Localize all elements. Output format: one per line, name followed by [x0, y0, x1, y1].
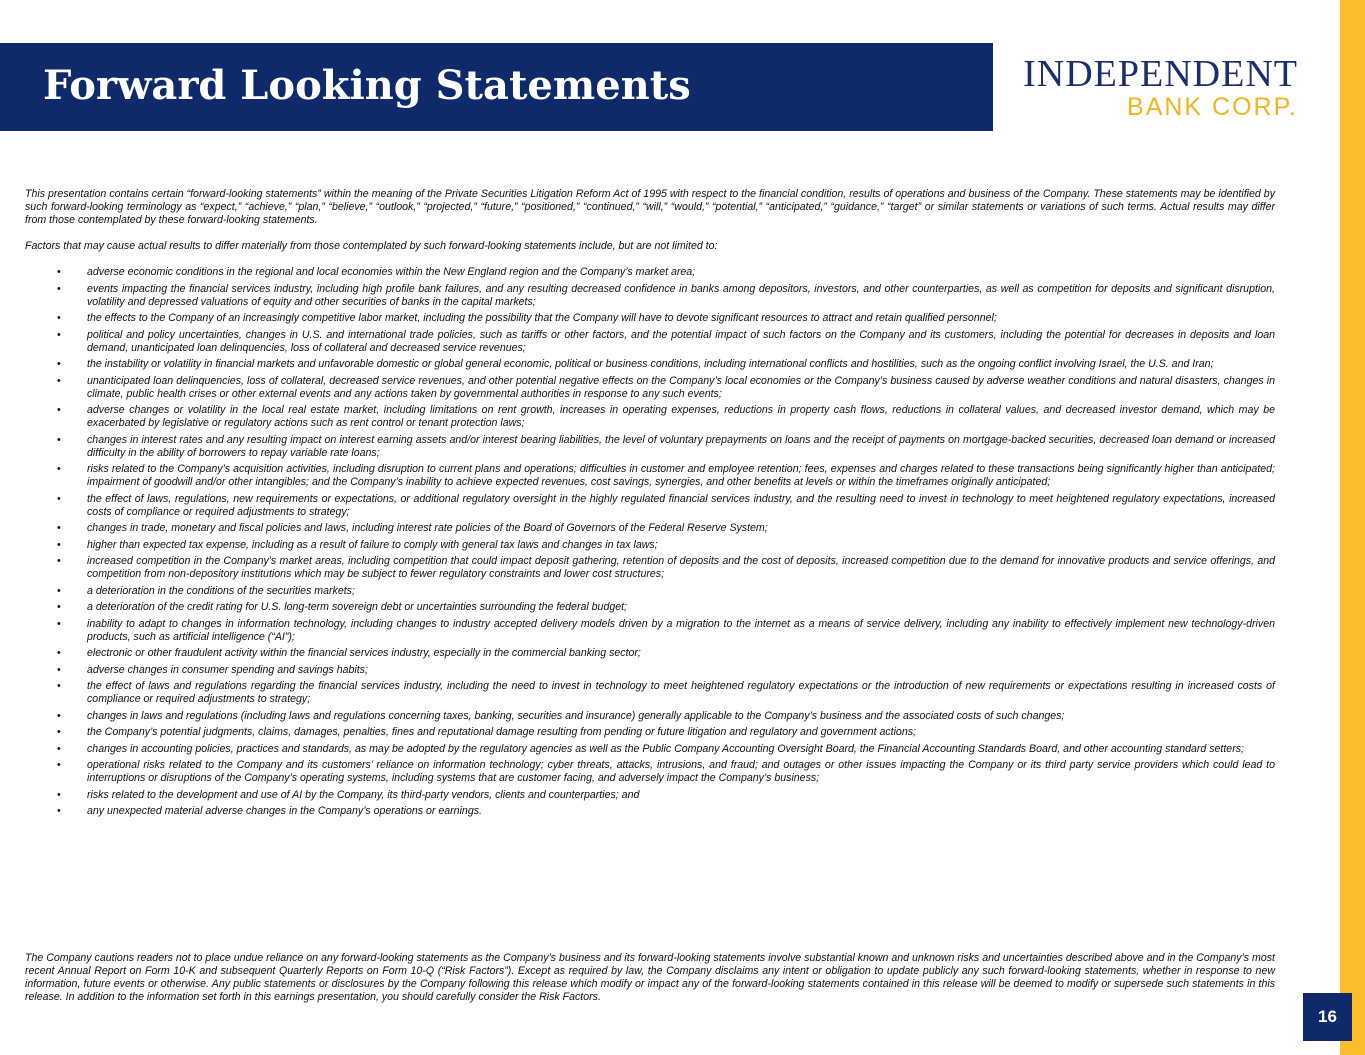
factor-item [25, 463, 1275, 489]
factor-item [25, 434, 1275, 460]
bullet-icon: • [57, 463, 61, 475]
factor-text: the Company’s potential judgments, claims, damages, penalties, fines and reputational damage resulting from pending or future litigation and regulatory and government actions; [87, 726, 916, 738]
factors-lead-in: Factors that may cause actual results to differ materially from those contemplated by such forward-looking statements include, but are not limited to: [25, 240, 718, 252]
factor-item [25, 358, 1275, 371]
factor-item [25, 710, 1275, 723]
bullet-icon: • [57, 266, 61, 278]
factor-text: the effect of laws and regulations regarding the financial services industry, including the need to invest in technology to meet heightened regulatory expectations or the introduction of new requirements or expectations resulting in increased costs of compliance or required adjustments to strategy; [87, 680, 1275, 705]
intro-paragraph: This presentation contains certain “forward-looking statements” within the meaning of the Private Securities Litigation Reform Act of 1995 with respect to the financial condition, results of operations and business of the Company. These statements may be identified by such forward-looking terminology as “expect,” “achieve,” “plan,” “believe,” “outlook,” “projected,” “future,” “positioned,” “continued,” “will,” “would,” “potential,” “anticipated,” “guidance,” “target” or similar statements or variations of such terms. Actual results may differ from those contemplated by these forward-looking statements. [25, 188, 1275, 226]
factor-item [25, 283, 1275, 309]
factor-item [25, 585, 1275, 598]
factor-text: the effect of laws, regulations, new requirements or expectations, or additional regulatory oversight in the highly regulated financial services industry, and the resulting need to invest in technology to meet heightened regulatory expectations, increased costs of compliance or required adjustments to strategy; [87, 492, 1275, 518]
factor-text: inability to adapt to changes in information technology, including changes to industry accepted delivery models driven by a migration to the internet as a means of service delivery, including any inability to effectively implement new technology-driven products, such as artificial intelligence (“AI”); [87, 617, 1275, 643]
logo-subline: BANK CORP. [1127, 93, 1298, 121]
factor-text: political and policy uncertainties, changes in U.S. and international trade policies, such as tariffs or other factors, and the potential impact of such factors on the Company and its customers, including the potential for decreases in deposits and loan demand, unanticipated loan delinquencies, loss of collateral and decreased service revenues; [87, 328, 1275, 354]
factor-text: adverse changes or volatility in the local real estate market, including limitations on rent growth, increases in operating expenses, reductions in property cash flows, reductions in collateral values, and decreased investor demand, which may be exacerbated by legislative or regulatory actions such as rent control or tenant protection laws; [87, 404, 1275, 429]
factor-item [25, 312, 1275, 325]
factor-text: changes in trade, monetary and fiscal policies and laws, including interest rate policies of the Board of Governors of the Federal Reserve System; [87, 522, 768, 534]
factor-item [25, 375, 1275, 401]
bullet-icon: • [57, 759, 61, 771]
bullet-icon: • [57, 374, 61, 387]
bullet-icon: • [57, 555, 61, 567]
factor-text: the instability or volatility in financial markets and unfavorable domestic or global general economic, political or business conditions, including international conflicts and hostilities, such as the ongoing conflict involving Israel, the U.S. and Iran; [87, 358, 1214, 370]
bullet-icon: • [57, 312, 61, 324]
factor-item [25, 404, 1275, 430]
factor-item [25, 680, 1275, 706]
bullet-icon: • [57, 538, 61, 551]
factor-item [25, 522, 1275, 535]
factor-item [25, 539, 1275, 552]
factor-text: changes in accounting policies, practices and standards, as may be adopted by the regulatory agencies as well as the Public Company Accounting Oversight Board, the Financial Accounting Standards Board, and other accounting standard setters; [87, 742, 1244, 755]
page-number: 16 [1303, 993, 1352, 1041]
bullet-icon: • [57, 328, 61, 341]
bullet-icon: • [57, 282, 61, 295]
factor-item [25, 664, 1275, 677]
bullet-icon: • [57, 647, 61, 659]
bullet-icon: • [57, 584, 61, 597]
bullet-icon: • [57, 726, 61, 738]
factor-item [25, 789, 1275, 802]
factor-text: operational risks related to the Company and its customers’ reliance on information technology; cyber threats, attacks, intrusions, and fraud; and outages or other issues impacting the Company or its third party service providers which could lead to interruptions or disruptions of the Company’s operating systems, including systems that are customer facing, and adversely impact the Company’s business; [87, 759, 1275, 784]
factor-item [25, 726, 1275, 739]
page-title: Forward Looking Statements [43, 62, 691, 109]
bullet-icon: • [57, 663, 61, 676]
statement-body [25, 188, 1275, 822]
bullet-icon: • [57, 492, 61, 505]
factor-text: increased competition in the Company’s market areas, including competition that could impact deposit gathering, retention of deposits and the cost of deposits, increased competition due to the demand for innovative products and service offerings, and competition from non-depository institutions which may be subject to fewer regulatory constraints and lower cost structures; [87, 555, 1275, 580]
factor-item [25, 759, 1275, 785]
bullet-icon: • [57, 709, 61, 722]
factor-text: events impacting the financial services industry, including high profile bank failures, and any resulting decreased confidence in banks among depositors, investors, and other counterparties, as well as competition for deposits and significant disruption, volatility and depressed valuations of equity and other securities of banks in the capital markets; [87, 282, 1275, 308]
factor-item [25, 805, 1275, 818]
factors-list [25, 266, 1275, 818]
factor-text: risks related to the Company’s acquisition activities, including disruption to current plans and operations; difficulties in customer and employee retention; fees, expenses and charges related to these transactions being significantly higher than anticipated; impairment of goodwill and/or other intangibles; and the Company’s inability to achieve expected revenues, cost savings, synergies, and other benefits at levels or within the timeframes originally anticipated; [87, 463, 1275, 488]
bullet-icon: • [57, 358, 61, 370]
factor-text: unanticipated loan delinquencies, loss of collateral, decreased service revenues, and other potential negative effects on the Company’s local economies or the Company’s business caused by adverse weather conditions and natural disasters, changes in climate, public health crises or other external events and any actions taken by governmental authorities in response to any such events; [87, 374, 1275, 400]
factor-item [25, 647, 1275, 660]
factor-text: changes in laws and regulations (including laws and regulations concerning taxes, banking, securities and insurance) generally applicable to the Company’s business and the associated costs of such changes; [87, 709, 1065, 722]
factor-text: electronic or other fraudulent activity within the financial services industry, especially in the commercial banking sector; [87, 647, 641, 659]
factor-item [25, 555, 1275, 581]
bullet-icon: • [57, 788, 61, 801]
factor-text: any unexpected material adverse changes in the Company’s operations or earnings. [87, 805, 482, 817]
bullet-icon: • [57, 617, 61, 630]
bullet-icon: • [57, 433, 61, 446]
logo-wordmark: INDEPENDENT [1023, 53, 1298, 95]
company-logo [1010, 55, 1310, 125]
factor-item [25, 493, 1275, 519]
bullet-icon: • [57, 601, 61, 613]
factor-item [25, 266, 1275, 279]
factor-text: changes in interest rates and any resulting impact on interest earning assets and/or interest bearing liabilities, the level of voluntary prepayments on loans and the receipt of payments on mortgage-backed securities, decreased loan demand or increased difficulty in the ability of borrowers to repay variable rate loans; [87, 433, 1275, 459]
factor-item [25, 743, 1275, 756]
closing-paragraph: The Company cautions readers not to place undue reliance on any forward-looking statements as the Company’s business and its forward-looking statements involve substantial known and unknown risks and uncertainties described above and in the Company’s most recent Annual Report on Form 10-K and subsequent Quarterly Reports on Form 10-Q (“Risk Factors”). Except as required by law, the Company disclaims any intent or obligation to update publicly any such forward-looking statements, whether in response to new information, future events or otherwise. Any public statements or disclosures by the Company following this release which modify or impact any of the forward-looking statements contained in this release will be deemed to modify or supersede such statements in this release. In addition to the information set forth in this earnings presentation, you should carefully consider the Risk Factors. [25, 952, 1275, 1003]
factor-text: higher than expected tax expense, including as a result of failure to comply with general tax laws and changes in tax laws; [87, 538, 658, 551]
factor-text: adverse economic conditions in the regional and local economies within the New England region and the Company’s market area; [87, 266, 696, 278]
factor-text: risks related to the development and use of AI by the Company, its third-party vendors, clients and counterparties; and [87, 788, 640, 801]
factor-text: adverse changes in consumer spending and savings habits; [87, 663, 368, 676]
factor-text: the effects to the Company of an increasingly competitive labor market, including the possibility that the Company will have to devote significant resources to attract and retain qualified personnel; [87, 312, 997, 324]
gold-side-stripe [1340, 0, 1365, 1055]
factor-text: a deterioration in the conditions of the securities markets; [87, 584, 355, 597]
factor-item [25, 618, 1275, 644]
bullet-icon: • [57, 680, 61, 692]
factor-item [25, 601, 1275, 614]
bullet-icon: • [57, 404, 61, 416]
bullet-icon: • [57, 805, 61, 817]
factor-item [25, 329, 1275, 355]
bullet-icon: • [57, 522, 61, 534]
factor-text: a deterioration of the credit rating for U.S. long-term sovereign debt or uncertainties surrounding the federal budget; [87, 601, 628, 613]
bullet-icon: • [57, 742, 61, 755]
